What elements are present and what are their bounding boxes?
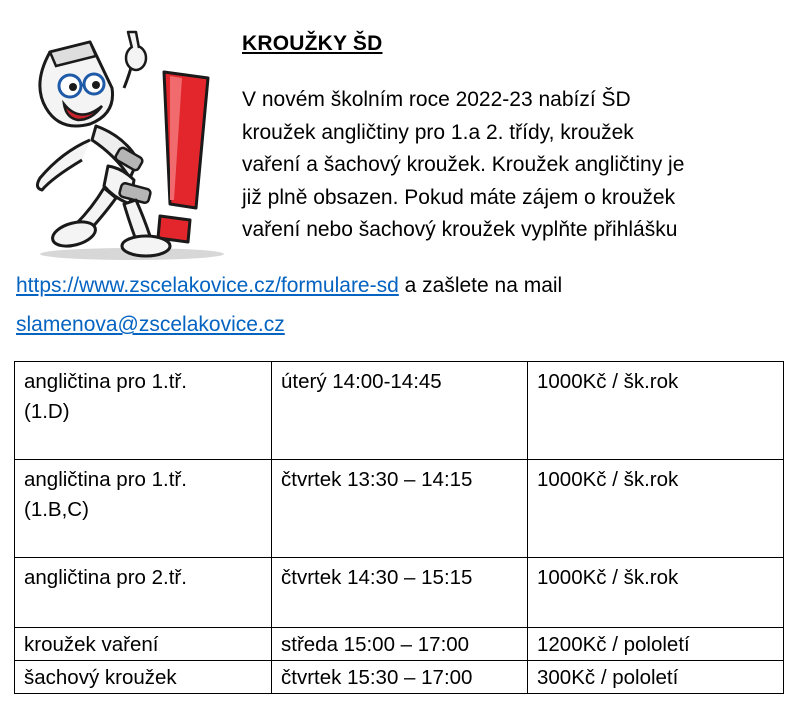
club-time-cell: čtvrtek 15:30 – 17:00 [272, 661, 528, 694]
table-row [15, 558, 784, 628]
form-link-line [16, 270, 562, 302]
intro-line: vaření nebo šachový kroužek vyplňte přihlášku [242, 218, 678, 241]
club-name-cell: angličtina pro 2.tř. [15, 558, 272, 628]
club-time-cell: čtvrtek 14:30 – 15:15 [272, 558, 528, 628]
club-name-cell [15, 362, 272, 460]
pointing-hand-icon [124, 32, 146, 88]
club-group: (1.D) [24, 400, 70, 423]
mascot-legs [50, 188, 170, 256]
clubs-table [14, 361, 784, 694]
intro-line: vaření a šachový kroužek. Kroužek angličtiny je [242, 153, 685, 176]
email-link[interactable]: slamenova@zscelakovice.cz [16, 313, 285, 336]
club-group: (1.B,C) [24, 498, 89, 521]
mascot-arm [37, 140, 90, 190]
intro-paragraph [242, 84, 782, 247]
club-price-cell: 300Kč / pololetí [528, 661, 784, 694]
link-suffix-text: a zašlete na mail [398, 274, 563, 297]
club-time-cell: úterý 14:00-14:45 [272, 362, 528, 460]
table-row [15, 460, 784, 558]
form-link[interactable]: https://www.zscelakovice.cz/formulare-sd [16, 274, 399, 297]
club-time-cell: středa 15:00 – 17:00 [272, 628, 528, 661]
intro-line: kroužek angličtiny pro 1.a 2. třídy, kroužek [242, 120, 634, 144]
email-line [16, 309, 285, 341]
intro-line: V novém školním roce 2022-23 nabízí ŠD [242, 88, 631, 111]
table-row [15, 628, 784, 661]
exclamation-mark-icon [158, 72, 208, 242]
table-row [15, 362, 784, 460]
club-price-cell: 1000Kč / šk.rok [528, 460, 784, 558]
club-name-cell [15, 460, 272, 558]
mascot-illustration [12, 28, 232, 266]
club-price-cell: 1000Kč / šk.rok [528, 558, 784, 628]
page-title: KROUŽKY ŠD [242, 32, 383, 55]
club-name-cell: kroužek vaření [15, 628, 272, 661]
club-name: angličtina pro 1.tř. [24, 370, 187, 393]
mascot-head [40, 42, 113, 126]
table-row [15, 661, 784, 694]
club-name-cell: šachový kroužek [15, 661, 272, 694]
intro-line: již plně obsazen. Pokud máte zájem o kroužek [242, 185, 676, 209]
club-price-cell: 1000Kč / šk.rok [528, 362, 784, 460]
club-name: angličtina pro 1.tř. [24, 468, 187, 491]
club-time-cell: čtvrtek 13:30 – 14:15 [272, 460, 528, 558]
club-price-cell: 1200Kč / pololetí [528, 628, 784, 661]
